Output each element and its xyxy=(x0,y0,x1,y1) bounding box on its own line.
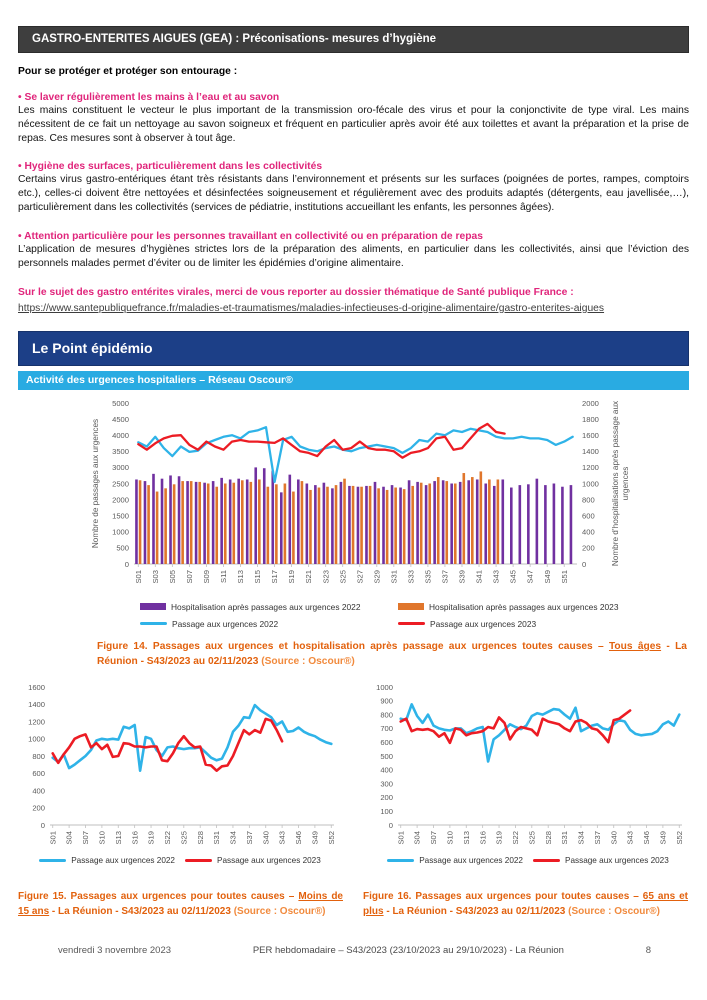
svg-text:S17: S17 xyxy=(270,569,280,584)
svg-text:1600: 1600 xyxy=(582,430,599,440)
svg-text:S11: S11 xyxy=(219,569,229,583)
svg-text:S13: S13 xyxy=(236,569,246,584)
svg-text:S41: S41 xyxy=(474,569,484,584)
svg-text:S25: S25 xyxy=(527,831,537,845)
svg-text:S51: S51 xyxy=(559,569,569,584)
figure16-caption xyxy=(363,889,688,919)
legend-label: Hospitalisation après passages aux urgences 2022 xyxy=(171,601,361,612)
svg-text:600: 600 xyxy=(380,738,393,748)
section-body: Les mains constituent le vecteur le plus important de la transmission oro-fécale des virus et pour la conjonctivite de type viral. Les mains nécessitent de ce fait un nettoyage au savon soigneux et fréquent en particulier après avoir été aux toilettes et avant la préparation et la prise de repas. Ces mesures sont à observer à tout âge. xyxy=(18,105,689,145)
svg-text:1000: 1000 xyxy=(112,527,129,537)
svg-text:500: 500 xyxy=(116,543,129,553)
svg-text:1800: 1800 xyxy=(582,414,599,424)
figure14-caption xyxy=(97,639,687,670)
svg-text:S01: S01 xyxy=(133,569,143,584)
svg-text:0: 0 xyxy=(388,821,393,831)
svg-text:400: 400 xyxy=(380,765,393,775)
banner-activite-urgences: Activité des urgences hospitaliers – Réseau Oscour® xyxy=(18,371,689,390)
svg-text:S07: S07 xyxy=(184,569,194,584)
svg-text:500: 500 xyxy=(380,752,393,762)
svg-text:urgences: urgences xyxy=(621,466,630,501)
legend-label: Passage aux urgences 2022 xyxy=(419,856,523,866)
caption-text: - La Réunion - S43/2023 au 02/11/2023 xyxy=(383,906,569,918)
svg-text:S10: S10 xyxy=(97,831,107,845)
caption-source: (Source : Oscour®) xyxy=(568,906,660,918)
svg-text:2000: 2000 xyxy=(582,398,599,408)
legend-item-hosp-2023 xyxy=(398,602,620,612)
legend-item-passage-2022 xyxy=(39,856,175,865)
svg-text:S34: S34 xyxy=(576,831,586,845)
svg-text:S01: S01 xyxy=(48,831,58,845)
svg-text:S39: S39 xyxy=(457,569,467,584)
caption-text: - La Réunion - S43/2023 au 02/11/2023 xyxy=(97,640,687,668)
svg-text:1200: 1200 xyxy=(582,462,599,472)
caption-text: Figure 14. Passages aux urgences et hospitalisation après passage aux urgences toutes causes – xyxy=(97,640,609,652)
svg-text:S33: S33 xyxy=(406,569,416,584)
svg-text:S37: S37 xyxy=(440,569,450,584)
svg-text:3500: 3500 xyxy=(112,446,129,456)
svg-text:4500: 4500 xyxy=(112,414,129,424)
legend-item-passage-2023 xyxy=(533,856,669,865)
svg-text:0: 0 xyxy=(582,559,587,569)
figure14-plot xyxy=(88,398,633,598)
blue-line-swatch xyxy=(387,859,414,862)
svg-text:S07: S07 xyxy=(81,831,91,845)
svg-text:S49: S49 xyxy=(310,831,320,845)
red-line-swatch xyxy=(185,859,212,862)
caption-source: (Source : Oscour®) xyxy=(261,656,355,668)
red-line-swatch xyxy=(398,622,425,625)
svg-text:S52: S52 xyxy=(326,831,336,845)
svg-text:600: 600 xyxy=(32,769,45,779)
small-charts-row xyxy=(18,681,689,865)
svg-text:1000: 1000 xyxy=(376,683,393,693)
svg-text:S16: S16 xyxy=(478,831,488,845)
section-surfaces xyxy=(0,161,707,215)
svg-text:2500: 2500 xyxy=(112,479,129,489)
svg-text:S15: S15 xyxy=(253,569,263,584)
svg-text:1600: 1600 xyxy=(28,683,45,693)
svg-text:S40: S40 xyxy=(609,831,619,845)
legend-item-passage-2022 xyxy=(140,619,398,629)
svg-text:4000: 4000 xyxy=(112,430,129,440)
section-body: L’application de mesures d’hygiènes strictes lors de la préparation des aliments, en particulier dans les collectivités, ainsi que l’éviction des personnels malades permet d’éviter ou de limiter les épidémies d’origine alimentaire. xyxy=(18,243,689,269)
svg-text:S25: S25 xyxy=(338,569,348,584)
svg-text:700: 700 xyxy=(380,724,393,734)
figure16-plot xyxy=(366,681,690,853)
figure14-legend xyxy=(140,602,620,629)
figure15-caption xyxy=(18,889,343,919)
blue-line-swatch xyxy=(39,859,66,862)
svg-text:3000: 3000 xyxy=(112,462,129,472)
legend-label: Passage aux urgences 2023 xyxy=(217,856,321,866)
svg-text:1000: 1000 xyxy=(582,479,599,489)
svg-text:400: 400 xyxy=(32,786,45,796)
legend-label: Passage aux urgences 2022 xyxy=(71,856,175,866)
svg-text:S07: S07 xyxy=(429,831,439,845)
svg-text:S22: S22 xyxy=(163,831,173,845)
svg-text:S13: S13 xyxy=(461,831,471,845)
chart-figure15 xyxy=(18,681,342,865)
legend-label: Hospitalisation après passages aux urgences 2023 xyxy=(429,601,619,612)
svg-text:S29: S29 xyxy=(372,569,382,584)
section-body: Certains virus gastro-entériques étant très résistants dans l’environnement et présents sur les surfaces (poignées de portes, rampes, comptoirs etc.), celles-ci doivent être nettoyées et désinfectées soigneusement et régulièrement avec des produits adaptés (détergents, eau javellisée,…), particulièrement dans les collectivités (services de pédiatrie, institutions accueillant les enfants, les personnes âgées). xyxy=(18,174,689,214)
svg-text:S40: S40 xyxy=(261,831,271,845)
svg-text:200: 200 xyxy=(32,803,45,813)
svg-text:1400: 1400 xyxy=(582,446,599,456)
purple-bar-swatch xyxy=(140,603,166,610)
svg-text:Nombre de passages aux urgence: Nombre de passages aux urgences xyxy=(91,418,100,548)
svg-text:S52: S52 xyxy=(674,831,684,845)
svg-text:S46: S46 xyxy=(294,831,304,845)
svg-text:300: 300 xyxy=(380,779,393,789)
section-heading: • Hygiène des surfaces, particulièrement dans les collectivités xyxy=(18,161,323,173)
svg-text:S47: S47 xyxy=(525,569,535,584)
svg-text:S09: S09 xyxy=(202,569,212,584)
svg-text:S49: S49 xyxy=(542,569,552,584)
legend-item-passage-2023 xyxy=(185,856,321,865)
svg-text:S01: S01 xyxy=(396,831,406,845)
svg-text:Nombre d’hospitalisations aprè: Nombre d’hospitalisations après passage aux xyxy=(611,400,620,566)
svg-text:2000: 2000 xyxy=(112,495,129,505)
svg-text:S43: S43 xyxy=(277,831,287,845)
svg-text:1400: 1400 xyxy=(28,700,45,710)
svg-text:S13: S13 xyxy=(113,831,123,845)
section-handwashing xyxy=(0,92,707,146)
svg-text:S21: S21 xyxy=(304,569,314,584)
caption-text: Figure 16. Passages aux urgences pour toutes causes – xyxy=(363,891,643,903)
svg-text:1000: 1000 xyxy=(28,734,45,744)
svg-text:S31: S31 xyxy=(212,831,222,845)
svg-text:S34: S34 xyxy=(228,831,238,845)
svg-text:S23: S23 xyxy=(321,569,331,584)
banner-le-point-epidemio: Le Point épidémio xyxy=(18,331,689,366)
page-footer xyxy=(18,945,689,956)
legend-item-passage-2023 xyxy=(398,619,620,629)
svg-text:S27: S27 xyxy=(355,569,365,584)
intro-text: Pour se protéger et protéger son entourage : xyxy=(18,66,238,77)
svg-text:S04: S04 xyxy=(64,831,74,845)
svg-text:S28: S28 xyxy=(543,831,553,845)
svg-text:S05: S05 xyxy=(167,569,177,584)
svg-text:800: 800 xyxy=(582,495,595,505)
caption-underlined: Tous âges xyxy=(608,640,662,652)
svg-text:900: 900 xyxy=(380,696,393,706)
svg-text:S19: S19 xyxy=(494,831,504,845)
orange-bar-swatch xyxy=(398,603,424,610)
caption-text: - La Réunion - S43/2023 au 02/11/2023 xyxy=(49,906,234,918)
svg-text:S10: S10 xyxy=(445,831,455,845)
svg-text:5000: 5000 xyxy=(112,398,129,408)
svg-text:S22: S22 xyxy=(511,831,521,845)
legend-label: Passage aux urgences 2023 xyxy=(430,618,537,629)
svg-text:600: 600 xyxy=(582,511,595,521)
sante-publique-france-link[interactable]: https://www.santepubliquefrance.fr/maladies-et-traumatismes/maladies-infectieuses-d-origine-alimentaire/gastro-enterites-aigues xyxy=(18,302,605,314)
svg-text:S31: S31 xyxy=(560,831,570,845)
svg-text:800: 800 xyxy=(380,710,393,720)
chart-figure14 xyxy=(88,398,633,598)
svg-text:S03: S03 xyxy=(150,569,160,584)
caption-underlined: 65 ans et plus xyxy=(363,891,688,918)
svg-text:400: 400 xyxy=(582,527,595,537)
caption-underlined: Moins de 15 ans xyxy=(18,891,343,918)
section-food-workers xyxy=(0,231,707,271)
page-title: GASTRO-ENTERITES AIGUES (GEA) : Préconisations- mesures d’hygiène xyxy=(18,26,689,53)
svg-text:S16: S16 xyxy=(130,831,140,845)
blue-line-swatch xyxy=(140,622,167,625)
svg-text:0: 0 xyxy=(40,821,45,831)
small-captions-row xyxy=(18,879,689,929)
svg-text:S46: S46 xyxy=(642,831,652,845)
svg-text:800: 800 xyxy=(32,752,45,762)
svg-text:S49: S49 xyxy=(658,831,668,845)
svg-text:S25: S25 xyxy=(179,831,189,845)
svg-text:S37: S37 xyxy=(592,831,602,845)
section-heading: • Attention particulière pour les personnes travaillant en collectivité ou en préparation de repas xyxy=(18,230,483,242)
svg-text:100: 100 xyxy=(380,807,393,817)
svg-text:S31: S31 xyxy=(389,569,399,584)
svg-text:S37: S37 xyxy=(244,831,254,845)
svg-text:1200: 1200 xyxy=(28,717,45,727)
figure15-legend xyxy=(18,856,342,865)
figure15-plot xyxy=(18,681,342,853)
thematic-note: Sur le sujet des gastro entérites virales, merci de vous reporter au dossier thématique de Santé publique France : xyxy=(18,286,574,298)
svg-text:S35: S35 xyxy=(423,569,433,584)
legend-item-passage-2022 xyxy=(387,856,523,865)
svg-text:S43: S43 xyxy=(491,569,501,584)
svg-text:S45: S45 xyxy=(508,569,518,584)
svg-text:S19: S19 xyxy=(287,569,297,584)
footer-date: vendredi 3 novembre 2023 xyxy=(58,945,172,957)
legend-item-hosp-2022 xyxy=(140,602,398,612)
legend-label: Passage aux urgences 2023 xyxy=(565,856,669,866)
svg-text:200: 200 xyxy=(582,543,595,553)
footer-report-name: PER hebdomadaire – S43/2023 (23/10/2023 au 29/10/2023) - La Réunion xyxy=(252,945,564,957)
svg-text:S43: S43 xyxy=(625,831,635,845)
chart-figure16 xyxy=(366,681,690,865)
figure16-legend xyxy=(366,856,690,865)
svg-text:S28: S28 xyxy=(195,831,205,845)
svg-text:S04: S04 xyxy=(412,831,422,845)
legend-label: Passage aux urgences 2022 xyxy=(172,618,279,629)
red-line-swatch xyxy=(533,859,560,862)
svg-text:1500: 1500 xyxy=(112,511,129,521)
svg-text:S19: S19 xyxy=(146,831,156,845)
svg-text:0: 0 xyxy=(124,559,129,569)
footer-page-number: 8 xyxy=(645,945,651,957)
caption-text: Figure 15. Passages aux urgences pour toutes causes – xyxy=(18,891,299,903)
caption-source: (Source : Oscour®) xyxy=(233,906,326,918)
section-heading: • Se laver régulièrement les mains à l’eau et au savon xyxy=(18,92,280,103)
svg-text:200: 200 xyxy=(380,793,393,803)
